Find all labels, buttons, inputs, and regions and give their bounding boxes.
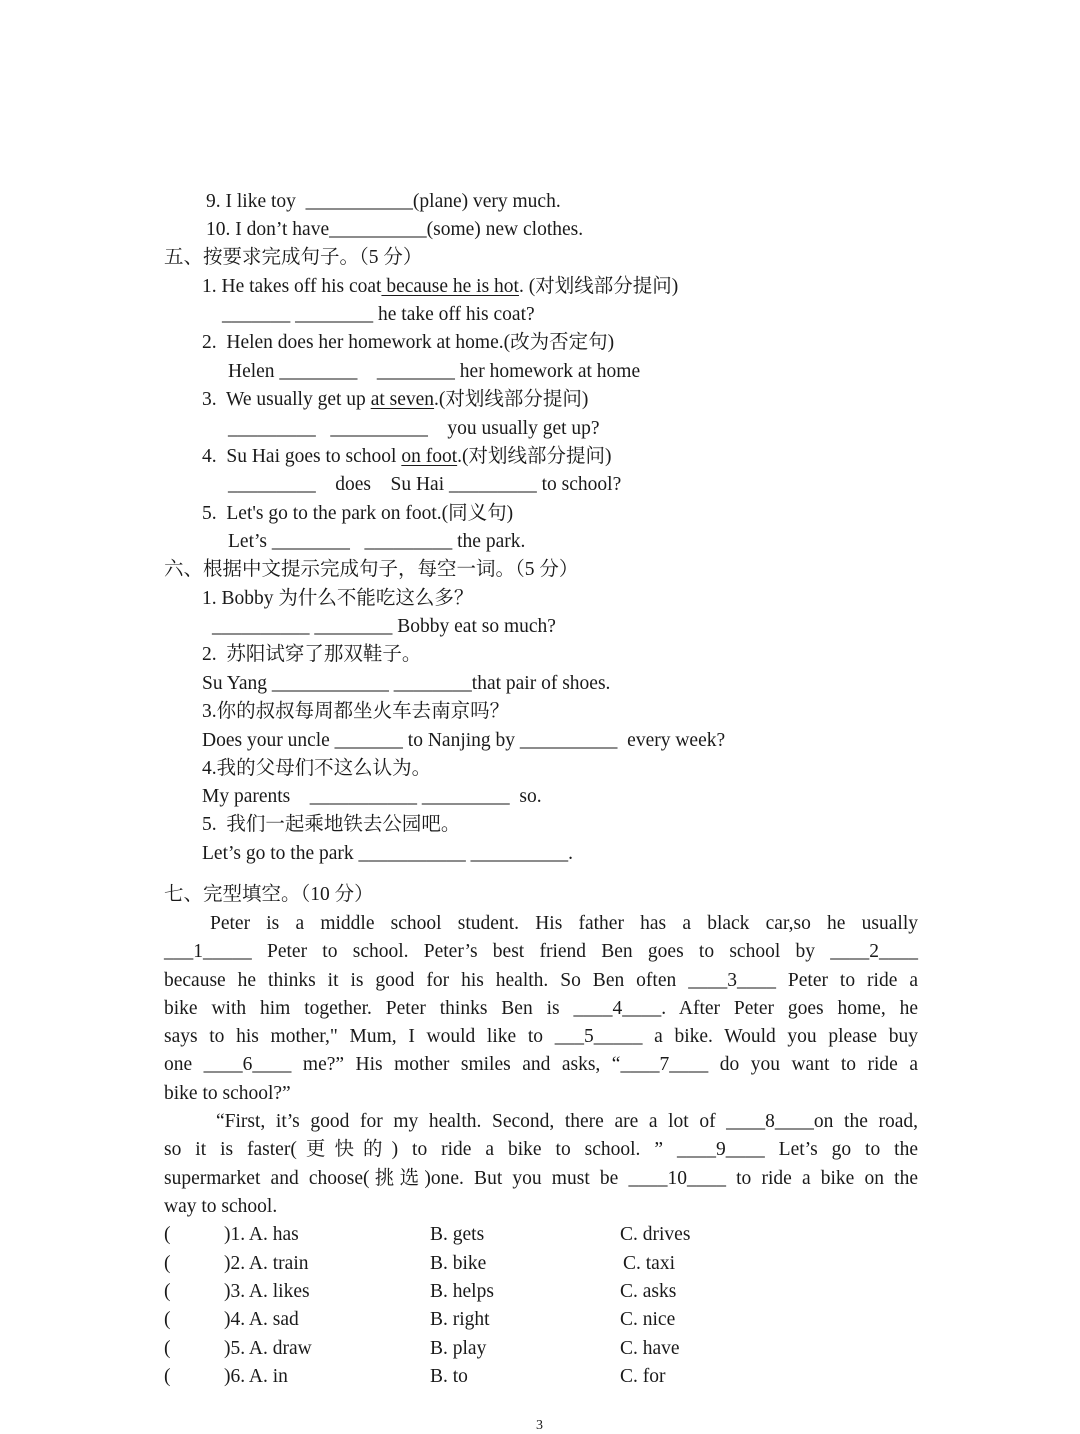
s5-q2: 2. Helen does her homework at home.(改为否定句) bbox=[202, 332, 615, 353]
answer-paren: ( bbox=[164, 1366, 171, 1387]
passage-line: Peter is a middle school student. His father has a black car,so he usually bbox=[210, 913, 918, 934]
option-b: B. bike bbox=[430, 1253, 487, 1274]
answer-paren: ( bbox=[164, 1281, 171, 1302]
underlined-phrase: on foot bbox=[401, 446, 458, 467]
option-b: B. play bbox=[430, 1338, 487, 1359]
page-number: 3 bbox=[536, 1418, 543, 1433]
passage-line: “First, it’s good for my health. Second, there are a lot of ____8____on the road, bbox=[216, 1111, 918, 1132]
passage-line: says to his mother," Mum, I would like to ___5_____ a bike. Would you please buy bbox=[164, 1026, 918, 1047]
option-a: )1. A. has bbox=[224, 1224, 299, 1245]
answer-paren: ( bbox=[164, 1338, 171, 1359]
underlined-phrase: at seven bbox=[370, 389, 435, 410]
passage-line: bike to school?” bbox=[164, 1083, 291, 1104]
option-c: C. drives bbox=[620, 1224, 691, 1245]
s6-a2: Su Yang ____________ ________that pair of shoes. bbox=[202, 673, 611, 694]
passage-line: because he thinks it is good for his health. So Ben often ____3____ Peter to ride a bbox=[164, 970, 918, 991]
s5-q1: 1. He takes off his coat because he is hot. (对划线部分提问) bbox=[202, 276, 679, 297]
s6-a1: __________ ________ Bobby eat so much? bbox=[212, 616, 556, 637]
s6-q2: 2. 苏阳试穿了那双鞋子。 bbox=[202, 644, 422, 665]
s5-a1: _______ ________ he take off his coat? bbox=[222, 304, 535, 325]
option-a: )2. A. train bbox=[224, 1253, 309, 1274]
passage-line: bike with him together. Peter thinks Ben is ____4____. After Peter goes home, he bbox=[164, 998, 918, 1019]
section5-heading: 五、按要求完成句子。（5 分） bbox=[164, 247, 423, 268]
s5-a3: _________ __________ you usually get up? bbox=[228, 418, 600, 439]
option-b: B. to bbox=[430, 1366, 468, 1387]
s5-a2: Helen ________ ________ her homework at home bbox=[228, 361, 641, 382]
option-c: C. nice bbox=[620, 1309, 676, 1330]
s5-a5: Let’s ________ _________ the park. bbox=[228, 531, 526, 552]
passage-line: ___1_____ Peter to school. Peter’s best friend Ben goes to school by ____2____ bbox=[164, 941, 918, 962]
option-b: B. right bbox=[430, 1309, 490, 1330]
option-c: C. for bbox=[620, 1366, 666, 1387]
s5-q5: 5. Let's go to the park on foot.(同义句) bbox=[202, 503, 514, 524]
underlined-phrase: because he is hot bbox=[381, 276, 519, 297]
s6-q4: 4.我的父母们不这么认为。 bbox=[202, 758, 432, 779]
option-a: )4. A. sad bbox=[224, 1309, 299, 1330]
section6-heading: 六、根据中文提示完成句子，每空一词。（5 分） bbox=[164, 559, 579, 580]
passage-line: so it is faster(更快的) to ride a bike to school. ” ____9____ Let’s go to the bbox=[164, 1139, 918, 1160]
option-a: )6. A. in bbox=[224, 1366, 288, 1387]
s5-a4: _________ does Su Hai _________ to school? bbox=[228, 474, 622, 495]
passage-line: supermarket and choose(挑选)one. But you must be ____10____ to ride a bike on the bbox=[164, 1168, 918, 1189]
option-c: C. have bbox=[620, 1338, 680, 1359]
option-b: B. helps bbox=[430, 1281, 494, 1302]
s6-a4: My parents ___________ _________ so. bbox=[202, 786, 542, 807]
answer-paren: ( bbox=[164, 1309, 171, 1330]
s6-q5: 5. 我们一起乘地铁去公园吧。 bbox=[202, 814, 461, 835]
option-c: C. asks bbox=[620, 1281, 677, 1302]
q9-line: 9. I like toy ___________(plane) very much. bbox=[206, 191, 561, 212]
answer-paren: ( bbox=[164, 1224, 171, 1245]
s5-q4: 4. Su Hai goes to school on foot.(对划线部分提问) bbox=[202, 446, 612, 467]
option-c: C. taxi bbox=[623, 1253, 675, 1274]
passage-line: way to school. bbox=[164, 1196, 278, 1217]
option-a: )3. A. likes bbox=[224, 1281, 310, 1302]
answer-paren: ( bbox=[164, 1253, 171, 1274]
q10-line: 10. I don’t have__________(some) new clothes. bbox=[206, 219, 584, 240]
s6-q3: 3.你的叔叔每周都坐火车去南京吗？ bbox=[202, 701, 510, 722]
option-a: )5. A. draw bbox=[224, 1338, 312, 1359]
s6-q1: 1. Bobby 为什么不能吃这么多？ bbox=[202, 588, 474, 609]
section7-heading: 七、完型填空。（10 分） bbox=[164, 884, 374, 905]
passage-line: one ____6____ me?” His mother smiles and asks, “____7____ do you want to ride a bbox=[164, 1054, 918, 1075]
s5-q3: 3. We usually get up at seven.(对划线部分提问) bbox=[202, 389, 589, 410]
option-b: B. gets bbox=[430, 1224, 485, 1245]
s6-a3: Does your uncle _______ to Nanjing by __________ every week? bbox=[202, 730, 726, 751]
s6-a5: Let’s go to the park ___________ __________. bbox=[202, 843, 574, 864]
